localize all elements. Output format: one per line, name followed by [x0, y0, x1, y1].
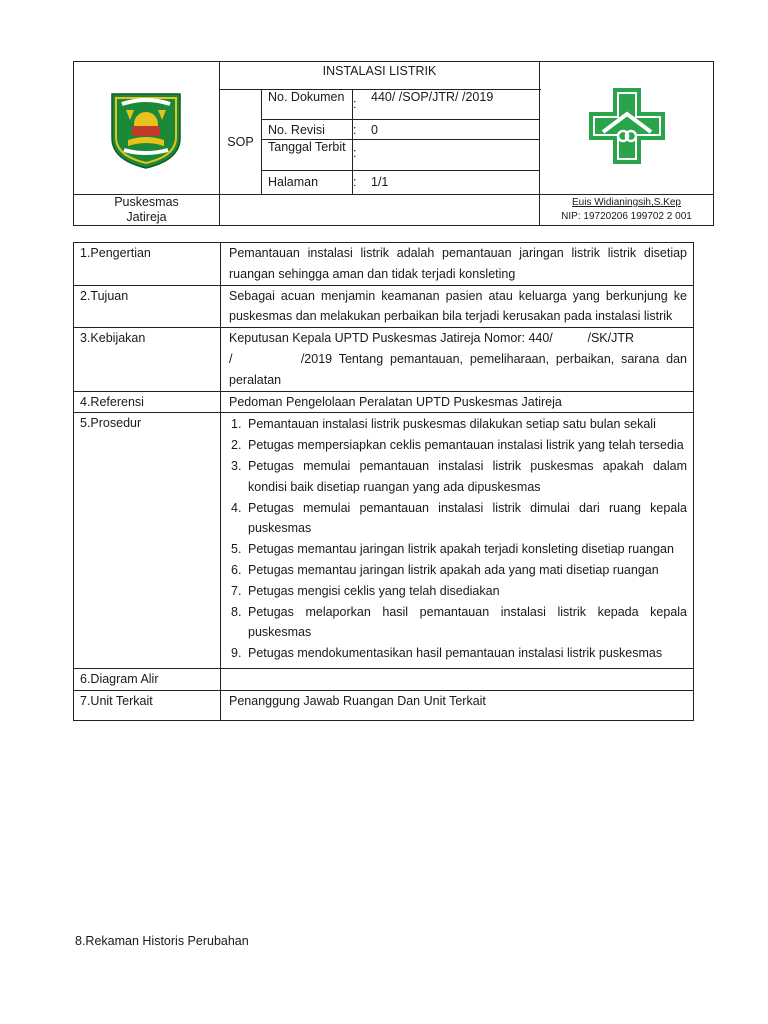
field-value-tanggal-terbit — [367, 139, 539, 170]
procedure-list — [229, 414, 687, 664]
sop-body-table — [73, 242, 694, 721]
label-prosedur: 5.Prosedur — [74, 413, 221, 669]
kebijakan-line-2: / /2019 Tentang pemantauan, pemeliharaan, perbaikan, sarana dan peralatan — [229, 351, 691, 387]
procedure-step: 4. Petugas memulai pemantauan instalasi listrik dimulai dari ruang kepala puskesmas — [231, 500, 687, 536]
procedure-step: 3. Petugas memulai pemantauan instalasi listrik puskesmas apakah dalam kondisi baik disetiap ruangan yang ada dipuskesmas — [231, 458, 687, 494]
right-logo-cell — [540, 62, 714, 195]
content-referensi: Pedoman Pengelolaan Peralatan UPTD Puskesmas Jatireja — [221, 391, 694, 413]
label-diagram: 6.Diagram Alir — [74, 668, 221, 690]
puskesmas-cross-icon — [589, 88, 665, 164]
org-name: Puskesmas Jatireja — [114, 195, 179, 224]
row-pengertian — [74, 243, 694, 286]
procedure-step: 5. Petugas memantau jaringan listrik apakah terjadi konsleting disetiap ruangan — [231, 542, 674, 557]
sop-cell — [220, 90, 262, 195]
row-diagram — [74, 668, 694, 690]
field-colon: : — [353, 139, 368, 170]
content-diagram — [221, 668, 694, 690]
field-value-halaman: 1/1 — [367, 170, 539, 194]
signer-cell — [540, 195, 714, 226]
procedure-step: 7. Petugas mengisi ceklis yang telah disediakan — [231, 583, 500, 598]
sop-label: SOP — [227, 135, 254, 149]
rekaman-historis-heading: 8.Rekaman Historis Perubahan — [75, 934, 249, 948]
document-title: INSTALASI LISTRIK — [322, 64, 437, 78]
procedure-step: 8. Petugas melaporkan hasil pemantauan instalasi listrik kepada kepala puskesmas — [231, 604, 687, 640]
field-label-tanggal-terbit: Tanggal Terbit — [262, 139, 353, 170]
signer-name: Euis Widianingsih,S.Kep — [572, 197, 681, 208]
label-kebijakan: 3.Kebijakan — [74, 328, 221, 391]
field-colon: : — [353, 90, 368, 119]
field-label-no-revisi: No. Revisi — [262, 119, 353, 139]
fields-table — [262, 90, 539, 194]
content-unit: Penanggung Jawab Ruangan Dan Unit Terkait — [221, 690, 694, 720]
kebijakan-line-1: Keputusan Kepala UPTD Puskesmas Jatireja Nomor: 440/ /SK/JTR — [229, 331, 635, 346]
org-name-cell — [74, 195, 220, 226]
row-prosedur — [74, 413, 694, 669]
procedure-step: 6. Petugas memantau jaringan listrik apakah ada yang mati disetiap ruangan — [231, 562, 659, 577]
row-kebijakan — [74, 328, 694, 391]
label-pengertian: 1.Pengertian — [74, 243, 221, 286]
field-colon: : — [353, 119, 368, 139]
label-tujuan: 2.Tujuan — [74, 285, 221, 328]
fields-cell — [262, 90, 540, 195]
regency-emblem-icon — [106, 90, 186, 170]
left-logo-cell — [74, 62, 220, 195]
row-referensi — [74, 391, 694, 413]
content-tujuan: Sebagai acuan menjamin keamanan pasien atau keluarga yang berkunjung ke puskesmas dan melakukan perbaikan bila terjadi kerusakan pada instalasi listrik — [221, 285, 694, 328]
field-label-halaman: Halaman — [262, 170, 353, 194]
row-unit — [74, 690, 694, 720]
label-unit: 7.Unit Terkait — [74, 690, 221, 720]
field-value-no-revisi: 0 — [367, 119, 539, 139]
title-cell — [220, 62, 540, 90]
content-pengertian: Pemantauan instalasi listrik adalah pemantauan jaringan listrik listrik disetiap ruangan sehingga aman dan tidak terjadi konsleting — [221, 243, 694, 286]
procedure-step: 1. Pemantauan instalasi listrik puskesmas dilakukan setiap satu bulan sekali — [231, 417, 656, 432]
procedure-step: 2. Petugas mempersiapkan ceklis pemantauan instalasi listrik yang telah tersedia — [231, 438, 684, 453]
empty-middle-cell — [220, 195, 540, 226]
label-referensi: 4.Referensi — [74, 391, 221, 413]
field-colon: : — [353, 170, 368, 194]
field-value-no-dokumen: 440/ /SOP/JTR/ /2019 — [367, 90, 539, 119]
procedure-step: 9. Petugas mendokumentasikan hasil pemantauan instalasi listrik puskesmas — [231, 646, 663, 661]
content-prosedur — [221, 413, 694, 669]
content-kebijakan — [221, 328, 694, 391]
header-table — [73, 61, 714, 226]
signer-nip: NIP: 19720206 199702 2 001 — [561, 211, 692, 222]
row-tujuan — [74, 285, 694, 328]
field-label-no-dokumen: No. Dokumen — [262, 90, 353, 119]
